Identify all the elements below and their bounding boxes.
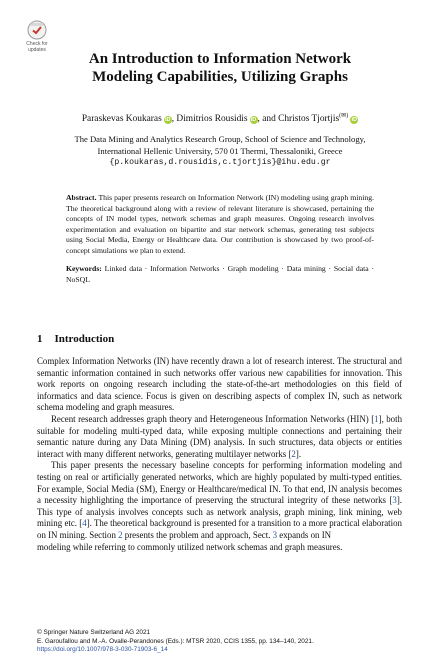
check-for-updates-icon	[27, 20, 47, 40]
author-name: Paraskevas Koukaras	[81, 114, 162, 124]
paragraph: This paper presents the necessary baseline concepts for performing information modeling and testing on real or artificially generated networks, which are highly populated by multi-typed entities. For example, Social Media (SM), Energy or Healthcare/medical IN. To that end, IN analysis becomes a necessity highlighting the importance of preserving the structural integrity of these networks [3]. This type of analysis involves concepts such as network analysis, graph mining, link mining, web mining etc. [4]. The theoretical background is presented for a transition to a more practical elaboration on IN mining. Section 2 presents the problem and approach, Sect. 3 expands on IN	[37, 460, 402, 540]
citation-link[interactable]: 3	[392, 495, 397, 506]
citation-link[interactable]: 2	[291, 448, 296, 459]
author-name: Dimitrios Rousidis	[176, 114, 248, 124]
author-name: Christos Tjortjis	[278, 114, 340, 124]
citation-link[interactable]: 4	[82, 518, 87, 529]
corresponding-author-mark: (✉)	[339, 113, 349, 119]
orcid-icon[interactable]: iD	[164, 117, 171, 123]
check-for-updates-badge[interactable]	[20, 20, 54, 54]
author-emails: {p.koukaras,d.rousidis,c.tjortjis}@ihu.edu.gr	[109, 158, 331, 167]
section-heading: 1 Introduction	[37, 333, 115, 345]
paper-title: An Introduction to Information Network Modeling Capabilities, Utilizing Graphs	[88, 51, 352, 85]
citation-line: E. Garoufallou and M.-A. Ovalle-Perandones (Eds.): MTSR 2020, CCIS 1355, pp. 134–140, 2021.	[37, 637, 314, 645]
orcid-icon[interactable]: iD	[250, 117, 257, 123]
section-link[interactable]: 3	[272, 529, 278, 540]
paragraph: Recent research addresses graph theory and Heterogeneous Information Networks (HIN) [1], both suitable for modeling multi-typed data, while exposing multiple connections and pertaining their semantic nature during any Data Mining (DM) analysis. In such structures, data objects or entities interact with many different networks, generating multilayer networks [2].	[37, 413, 403, 459]
orcid-icon[interactable]: iD	[351, 117, 357, 123]
affiliation: The Data Mining and Analytics Research Group, School of Science and Technology, International Hellenic University, 570 01 Thermi, Thessaloniki, Greece {p.koukaras,d.rousidis,c.tjortjis}@ihu.edu.gr	[40, 134, 400, 169]
footer	[37, 629, 314, 655]
paragraph-last-line: modeling while referring to commonly utilized network schemas and graph measures.	[37, 541, 343, 552]
body-text	[37, 356, 402, 553]
copyright-line: © Springer Nature Switzerland AG 2021	[37, 629, 151, 636]
abstract: Abstract. This paper presents research on Information Network (IN) modeling using graph mining. The theoretical background along with a review of relevant literature is showcased, pertaining the concepts of IN model types, network schemas and graph measures. Ongoing research involves experimentation and evaluation on bipartite and star network schemas, generating test subjects using Social Media, Energy or Healthcare data. Our contribution is showcased by two proof-of-concept simulations we plan to extend.	[66, 193, 374, 255]
doi-link[interactable]: https://doi.org/10.1007/978-3-030-71903-6_14	[37, 646, 168, 654]
citation-link[interactable]: 1	[374, 413, 379, 424]
keywords: Keywords: Linked data · Information Networks · Graph modeling · Data mining · Social data · NoSQL	[66, 264, 374, 284]
badge-label: Check for updates	[26, 41, 48, 53]
paragraph: Complex Information Networks (IN) have recently drawn a lot of research interest. The structural and semantic information contained in such networks offer various new capabilities for innovation. This work reports on ongoing research including the state-of-the-art methodologies on this field of informatics and data science. Focus is given on describing aspects of complex IN, such as network schema modeling and graph measures.	[37, 356, 402, 413]
author-list: Paraskevas Koukaras iD, Dimitrios Rousidis iD, and Christos Tjortjis(✉)iD	[81, 113, 357, 124]
section-link[interactable]: 2	[118, 529, 123, 540]
abstract-block	[66, 193, 374, 285]
